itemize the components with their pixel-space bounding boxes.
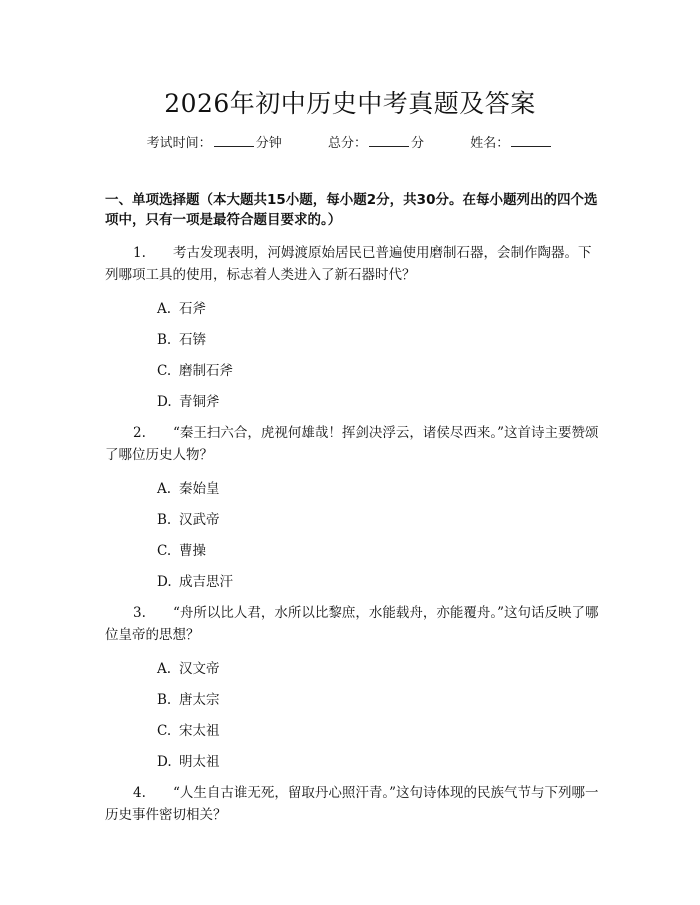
option-letter: D. [157,574,172,590]
name-label: 姓名： [470,136,510,151]
option-2d[interactable] [157,570,233,590]
option-letter: C. [157,543,172,559]
question-1 [105,242,600,286]
question-4 [105,782,600,826]
option-2c[interactable] [157,539,206,559]
option-letter: C. [157,723,172,739]
exam-title: 2026年初中历史中考真题及答案 [164,89,536,118]
question-2 [105,422,600,466]
option-text: 宋太祖 [179,723,220,739]
time-blank[interactable] [214,134,254,147]
option-letter: B. [157,512,172,528]
option-1b[interactable] [157,328,206,348]
option-3c[interactable] [157,719,220,739]
option-text: 石锛 [179,332,206,348]
option-text: 秦始皇 [179,481,220,497]
option-letter: A. [157,661,172,677]
option-text: 成吉思汗 [179,574,233,590]
question-text: 考古发现表明，河姆渡原始居民已普遍使用磨制石器，会制作陶器。下列哪项工具的使用，标志着人类进入了新石器时代？ [105,245,592,283]
question-text: “人生自古谁无死，留取丹心照汗青。”这句诗体现的民族气节与下列哪一历史事件密切相关？ [105,785,599,823]
option-letter: A. [157,301,172,317]
option-text: 青铜斧 [179,394,220,410]
option-text: 汉武帝 [179,512,220,528]
option-text: 曹操 [179,543,206,559]
option-text: 唐太宗 [179,692,220,708]
option-letter: B. [157,332,172,348]
option-letter: A. [157,481,172,497]
option-letter: D. [157,394,172,410]
option-2a[interactable] [157,477,220,497]
option-letter: B. [157,692,172,708]
question-number: 3. [133,605,146,621]
question-number: 1. [133,245,146,261]
exam-info-line [0,132,700,151]
time-unit: 分钟 [255,136,282,151]
option-text: 汉文帝 [179,661,220,677]
question-number: 2. [133,425,146,441]
option-3d[interactable] [157,750,220,770]
option-text: 石斧 [179,301,206,317]
question-3 [105,602,600,646]
option-2b[interactable] [157,508,220,528]
score-label: 总分： [327,136,367,151]
question-text: “舟所以比人君，水所以比黎庶，水能载舟，亦能覆舟。”这句话反映了哪位皇帝的思想？ [105,605,599,643]
score-blank[interactable] [369,134,409,147]
name-blank[interactable] [511,134,551,147]
time-label: 考试时间： [146,136,212,151]
question-text: “秦王扫六合，虎视何雄哉！挥剑决浮云，诸侯尽西来。”这首诗主要赞颂了哪位历史人物？ [105,425,599,463]
score-unit: 分 [411,136,425,151]
question-number: 4. [133,785,146,801]
section-heading: 一、单项选择题（本大题共15小题，每小题2分，共30分。在每小题列出的四个选项中，只有一项是最符合题目要求的。） [105,192,598,228]
option-letter: C. [157,363,172,379]
option-3b[interactable] [157,688,220,708]
option-letter: D. [157,754,172,770]
option-3a[interactable] [157,657,220,677]
option-text: 明太祖 [179,754,220,770]
option-1c[interactable] [157,359,233,379]
option-1d[interactable] [157,390,220,410]
option-text: 磨制石斧 [179,363,233,379]
option-1a[interactable] [157,297,206,317]
